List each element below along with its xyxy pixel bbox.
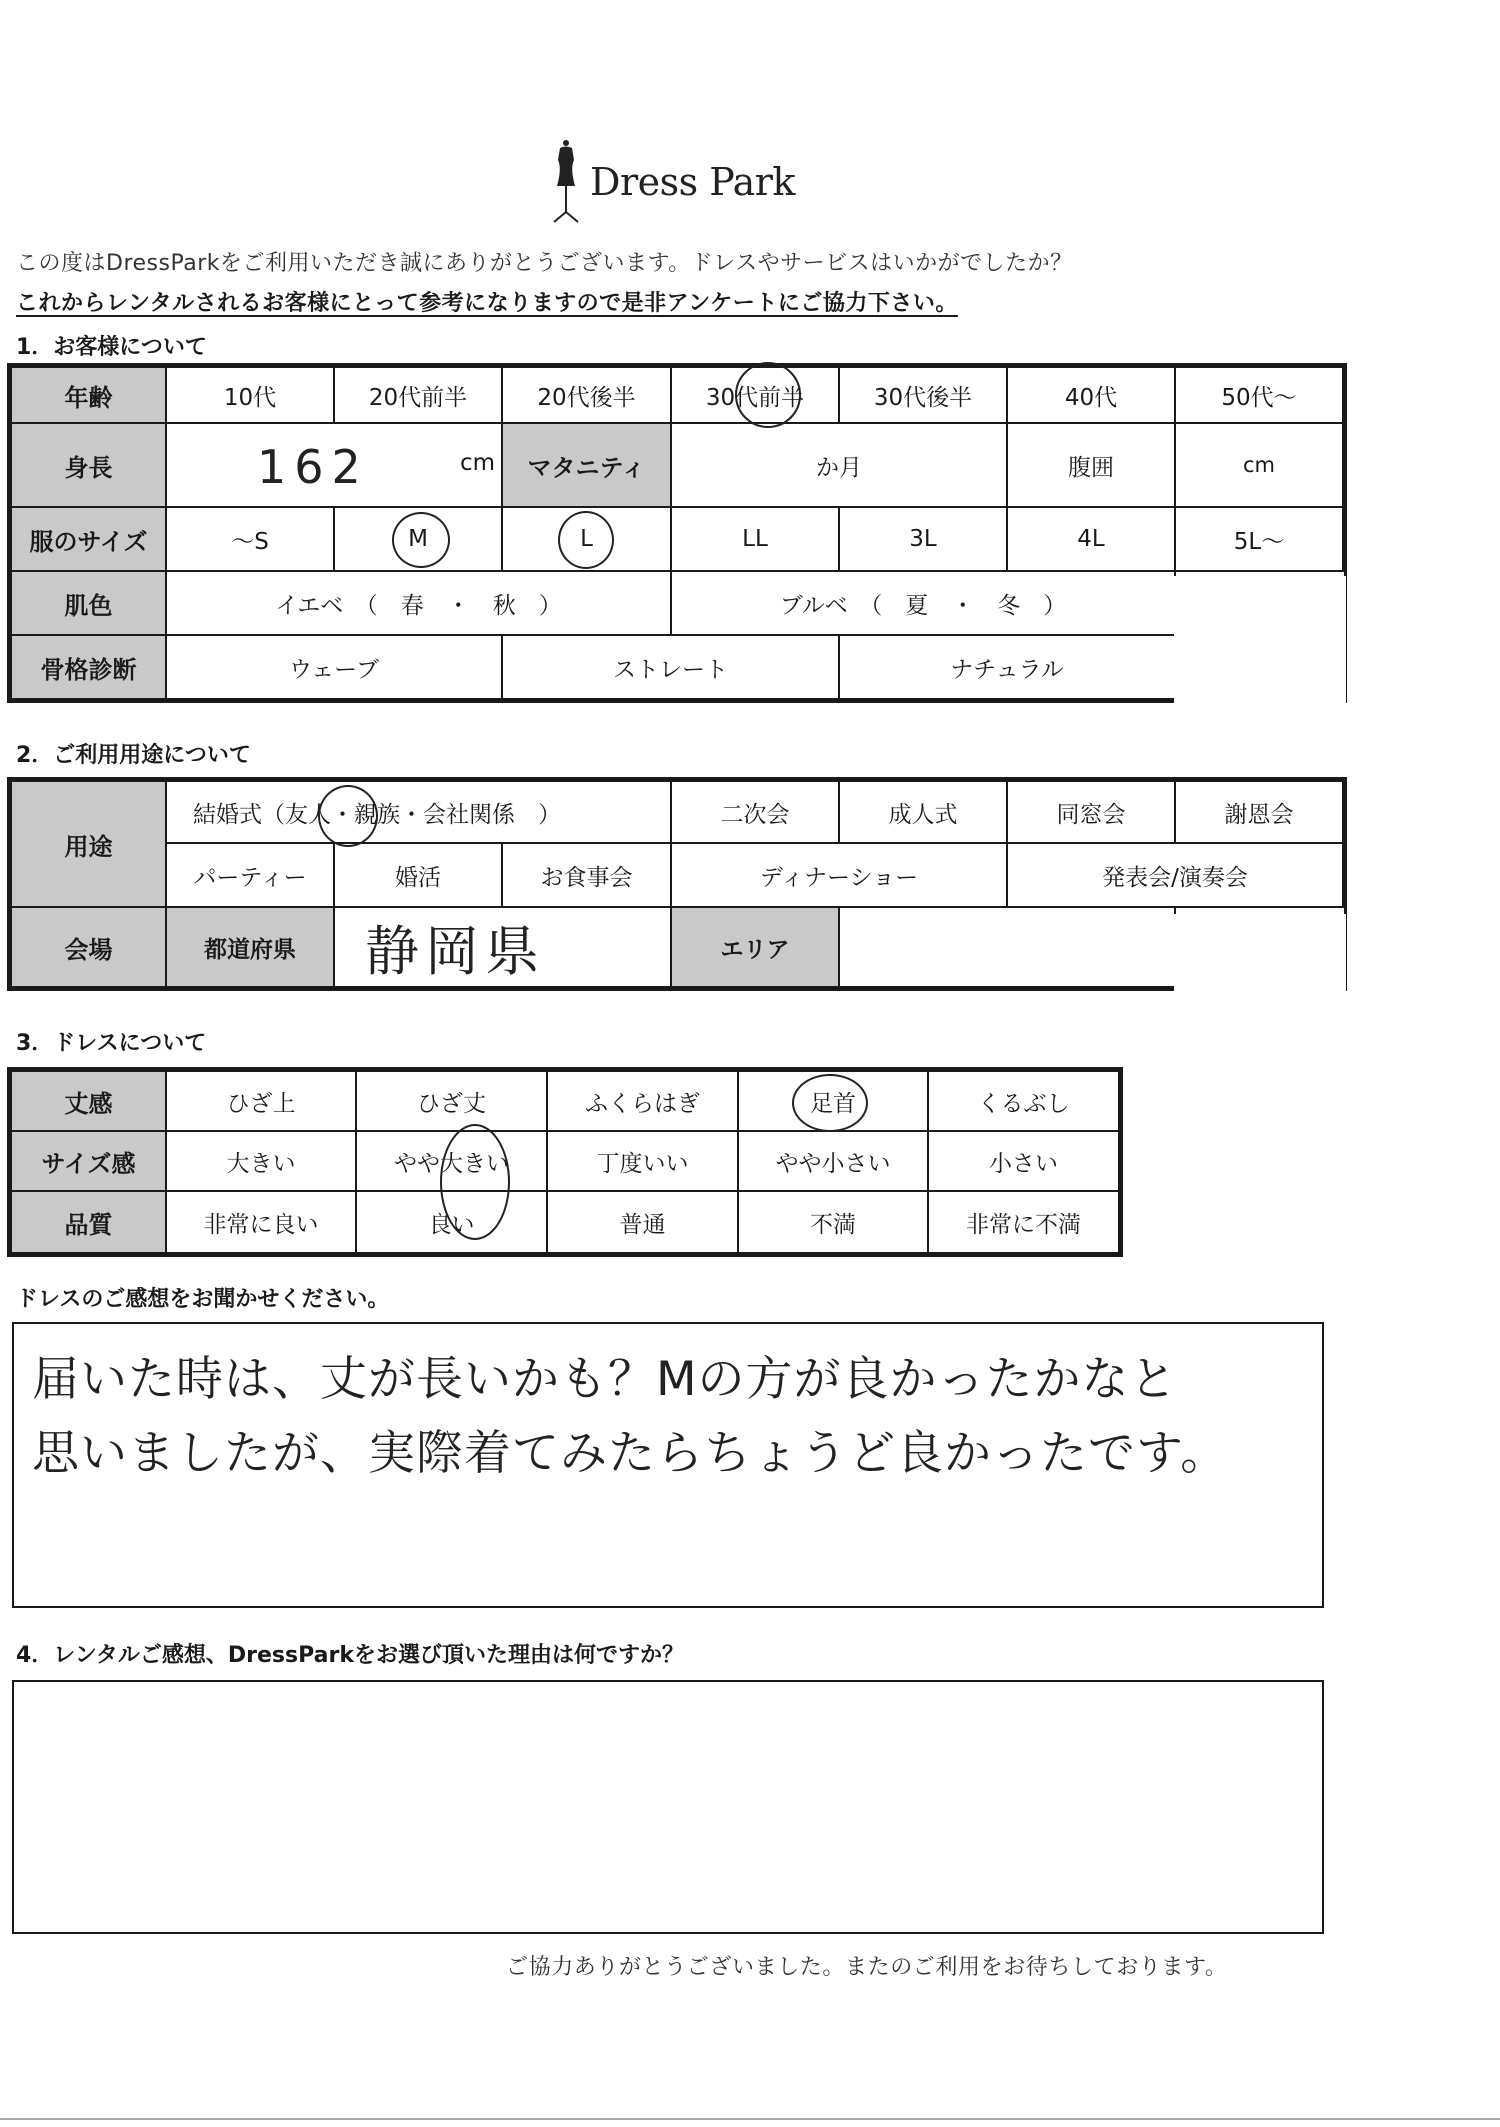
frame-natural[interactable]: ナチュラル	[839, 635, 1175, 699]
frame-label: 骨格診断	[11, 635, 166, 699]
waist-unit: cm	[1242, 453, 1275, 477]
fit-small[interactable]: 小さい	[928, 1131, 1119, 1191]
section-2-title: 2．ご利用用途について	[16, 743, 251, 768]
frame-row	[11, 635, 1343, 699]
usage-party[interactable]: パーティー	[166, 843, 334, 907]
size-l-circle	[558, 511, 614, 569]
comment-prompt: ドレスのご感想をお聞かせください。	[16, 1287, 390, 1312]
length-above-knee[interactable]: ひざ上	[166, 1071, 356, 1131]
dress-form-icon	[548, 138, 584, 224]
usage-wedding[interactable]	[166, 781, 671, 843]
quality-average[interactable]: 普通	[547, 1191, 738, 1253]
skin-label: 肌色	[11, 571, 166, 635]
usage-thank-you-party[interactable]: 謝恩会	[1175, 781, 1343, 843]
age-option-40s[interactable]: 40代	[1007, 367, 1175, 423]
size-option-5l[interactable]: 5L～	[1175, 507, 1343, 571]
waist-label: 腹囲	[1007, 423, 1175, 507]
usage-row-1	[11, 781, 1343, 843]
wedding-prefix: 結婚式（	[193, 801, 285, 828]
intro-line-1: この度はDressParkをご利用いただき誠にありがとうございます。ドレスやサービスはいかがでしたか？	[16, 251, 1073, 276]
section-1-title: 1．お客様について	[16, 335, 207, 360]
fit-just-right[interactable]: 丁度いい	[547, 1131, 738, 1191]
length-ankle[interactable]: 足首	[738, 1071, 928, 1131]
fit-row	[11, 1131, 1119, 1191]
intro-line-2: これからレンタルされるお客様にとって参考になりますので是非アンケートにご協力下さい。	[16, 291, 958, 316]
usage-dinner[interactable]: お食事会	[502, 843, 671, 907]
quality-label: 品質	[11, 1191, 166, 1253]
usage-konkatsu[interactable]: 婚活	[334, 843, 502, 907]
usage-dinner-show[interactable]: ディナーショー	[671, 843, 1007, 907]
venue-label: 会場	[11, 907, 166, 987]
comment-box[interactable]	[12, 1322, 1324, 1608]
quality-very-good[interactable]: 非常に良い	[166, 1191, 356, 1253]
wedding-friend[interactable]: 友人	[285, 801, 331, 828]
brand-logo	[548, 138, 795, 228]
comment-line-1: 届いた時は、丈が長いかも？Mの方が良かったかなと	[32, 1352, 1178, 1407]
length-label: 丈感	[11, 1071, 166, 1131]
fit-slightly-large[interactable]: やや大きい	[356, 1131, 547, 1191]
usage-table-notch	[1174, 914, 1346, 998]
size-option-4l[interactable]: 4L	[1007, 507, 1175, 571]
usage-label: 用途	[11, 781, 166, 907]
maternity-months-field[interactable]	[671, 423, 1007, 507]
quality-poor[interactable]: 不満	[738, 1191, 928, 1253]
size-option-ll[interactable]: LL	[671, 507, 839, 571]
height-unit: cm	[459, 450, 495, 476]
age-option-30s-early[interactable]: 30代前半	[671, 367, 839, 423]
size-row	[11, 507, 1343, 571]
usage-row-2	[11, 843, 1343, 907]
quality-row	[11, 1191, 1119, 1253]
usage-reunion[interactable]: 同窓会	[1007, 781, 1175, 843]
size-option-l[interactable]: L	[502, 507, 671, 571]
usage-coming-of-age[interactable]: 成人式	[839, 781, 1007, 843]
table-notch	[1174, 576, 1346, 706]
length-row	[11, 1071, 1119, 1131]
length-calf[interactable]: ふくらはぎ	[547, 1071, 738, 1131]
size-label: 服のサイズ	[11, 507, 166, 571]
height-field[interactable]	[166, 423, 502, 507]
quality-good[interactable]: 良い	[356, 1191, 547, 1253]
dress-table	[10, 1070, 1120, 1254]
size-option-3l[interactable]: 3L	[839, 507, 1007, 571]
size-option-s[interactable]: ～S	[166, 507, 334, 571]
closing-message: ご協力ありがとうございました。またのご利用をお待ちしております。	[506, 1955, 1228, 1980]
waist-field[interactable]	[1175, 423, 1343, 507]
skin-row	[11, 571, 1343, 635]
usage-recital[interactable]: 発表会/演奏会	[1007, 843, 1343, 907]
age-option-20s-late[interactable]: 20代後半	[502, 367, 671, 423]
customer-table	[10, 366, 1344, 700]
size-option-m[interactable]: M	[334, 507, 502, 571]
fit-large[interactable]: 大きい	[166, 1131, 356, 1191]
length-anklebone[interactable]: くるぶし	[928, 1071, 1119, 1131]
prefecture-field[interactable]	[334, 907, 671, 987]
brand-name: Dress Park	[590, 160, 795, 204]
fit-and-quality-circle	[440, 1124, 510, 1240]
age-option-10s[interactable]: 10代	[166, 367, 334, 423]
age-option-20s-early[interactable]: 20代前半	[334, 367, 502, 423]
page-edge-line	[0, 2118, 1500, 2120]
length-knee[interactable]: ひざ丈	[356, 1071, 547, 1131]
usage-table	[10, 780, 1344, 988]
age-selected-circle	[735, 362, 801, 428]
height-value: 162	[257, 440, 369, 494]
age-row	[11, 367, 1343, 423]
wedding-rest: ・親族・会社関係 ）	[331, 801, 561, 828]
age-option-30s-late[interactable]: 30代後半	[839, 367, 1007, 423]
skin-blue-base[interactable]: ブルベ （ 夏 ・ 冬 ）	[671, 571, 1175, 635]
age-label: 年齢	[11, 367, 166, 423]
length-ankle-circle	[792, 1074, 868, 1132]
frame-wave[interactable]: ウェーブ	[166, 635, 502, 699]
age-option-50s-plus[interactable]: 50代～	[1175, 367, 1343, 423]
fit-label: サイズ感	[11, 1131, 166, 1191]
venue-row	[11, 907, 1343, 987]
usage-after-party[interactable]: 二次会	[671, 781, 839, 843]
maternity-label: マタニティ	[502, 423, 671, 507]
section-3-title: 3．ドレスについて	[16, 1031, 207, 1056]
wedding-friend-circle	[318, 785, 378, 847]
height-label: 身長	[11, 423, 166, 507]
area-label: エリア	[671, 907, 839, 987]
section-4-title: 4．レンタルご感想、DressParkをお選び頂いた理由は何ですか？	[16, 1643, 684, 1668]
skin-yellow-base[interactable]: イエベ （ 春 ・ 秋 ）	[166, 571, 671, 635]
comment-line-2: 思いましたが、実際着てみたらちょうど良かったです。	[32, 1426, 1229, 1481]
area-field[interactable]	[839, 907, 1175, 987]
months-unit: か月	[816, 454, 862, 481]
reason-box[interactable]	[12, 1680, 1324, 1934]
quality-very-poor[interactable]: 非常に不満	[928, 1191, 1119, 1253]
prefecture-label: 都道府県	[166, 907, 334, 987]
fit-slightly-small[interactable]: やや小さい	[738, 1131, 928, 1191]
height-row	[11, 423, 1343, 507]
size-m-circle	[392, 512, 450, 568]
prefecture-value: 静岡県	[365, 919, 545, 983]
frame-straight[interactable]: ストレート	[502, 635, 839, 699]
